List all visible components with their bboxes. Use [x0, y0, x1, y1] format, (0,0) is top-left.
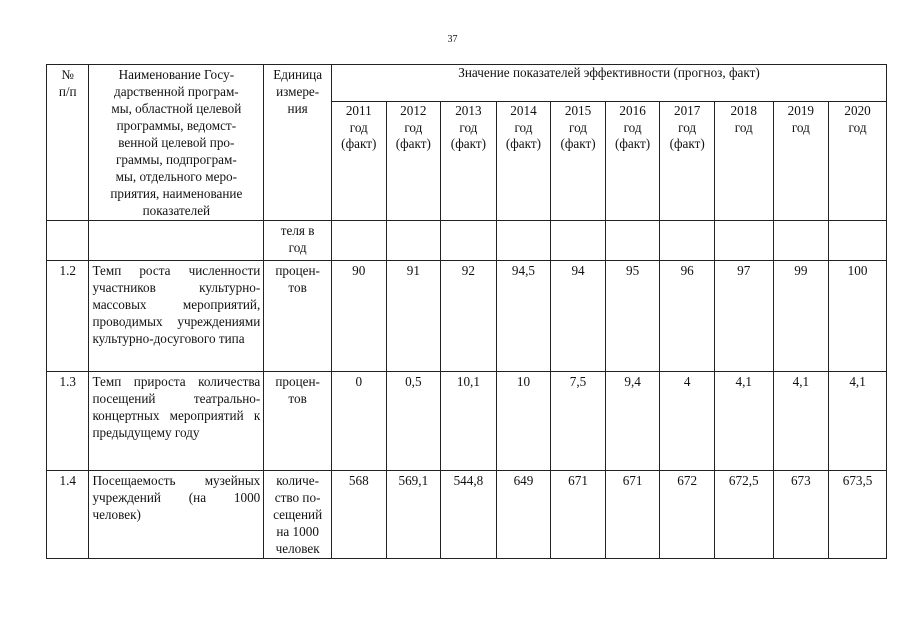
value-cell: 649: [496, 471, 551, 559]
value-cell: [605, 221, 660, 261]
value-cell: 7,5: [551, 372, 606, 471]
value-cell: [496, 221, 551, 261]
value-cell: 672,5: [714, 471, 773, 559]
value-cell: [441, 221, 497, 261]
value-cell: [773, 221, 829, 261]
row-name: Посещаемость музейных учреждений (на 1000 человек): [89, 471, 264, 559]
table-row: [47, 471, 887, 559]
value-cell: 9,4: [605, 372, 660, 471]
header-year: 2015 год (факт): [551, 102, 606, 221]
table-row: [47, 372, 887, 471]
value-cell: 92: [441, 261, 497, 372]
value-cell: [829, 221, 887, 261]
value-cell: [660, 221, 715, 261]
value-cell: 97: [714, 261, 773, 372]
page-number: 37: [447, 34, 458, 45]
value-cell: 673: [773, 471, 829, 559]
value-cell: [331, 221, 386, 261]
table-row: [47, 261, 887, 372]
value-cell: 673,5: [829, 471, 887, 559]
value-cell: [714, 221, 773, 261]
header-year: 2017 год (факт): [660, 102, 715, 221]
header-year: 2019 год: [773, 102, 829, 221]
value-cell: 0,5: [386, 372, 441, 471]
continuation-row: [47, 221, 887, 261]
value-cell: 569,1: [386, 471, 441, 559]
value-cell: 4,1: [714, 372, 773, 471]
header-year: 2018 год: [714, 102, 773, 221]
row-name: Темп роста численности участников культурно-массовых мероприятий, проводимых учреждениями культурно-досугового типа: [89, 261, 264, 372]
row-name: [89, 221, 264, 261]
value-cell: 10,1: [441, 372, 497, 471]
value-cell: 96: [660, 261, 715, 372]
indicators-table: [46, 64, 887, 559]
header-year: 2011 год (факт): [331, 102, 386, 221]
value-cell: 100: [829, 261, 887, 372]
value-cell: 0: [331, 372, 386, 471]
value-cell: 94,5: [496, 261, 551, 372]
header-year: 2020 год: [829, 102, 887, 221]
header-unit: Единица измере- ния: [264, 65, 332, 221]
value-cell: [386, 221, 441, 261]
value-cell: 4,1: [773, 372, 829, 471]
header-year: 2016 год (факт): [605, 102, 660, 221]
value-cell: 10: [496, 372, 551, 471]
value-cell: 568: [331, 471, 386, 559]
value-cell: 91: [386, 261, 441, 372]
value-cell: 4,1: [829, 372, 887, 471]
row-unit: теля в год: [264, 221, 332, 261]
value-cell: 90: [331, 261, 386, 372]
row-unit: процен- тов: [264, 372, 332, 471]
value-cell: 671: [605, 471, 660, 559]
row-number: 1.4: [47, 471, 89, 559]
header-number: № п/п: [47, 65, 89, 221]
row-unit: процен- тов: [264, 261, 332, 372]
value-cell: 94: [551, 261, 606, 372]
value-cell: 99: [773, 261, 829, 372]
value-cell: 671: [551, 471, 606, 559]
row-number: [47, 221, 89, 261]
value-cell: [551, 221, 606, 261]
row-unit: количе- ство по- сещений на 1000 человек: [264, 471, 332, 559]
header-year: 2014 год (факт): [496, 102, 551, 221]
header-year: 2012 год (факт): [386, 102, 441, 221]
header-year: 2013 год (факт): [441, 102, 497, 221]
header-name: Наименование Госу- дарственной програм- мы, областной целевой программы, ведомст- венной целевой про- граммы, подпрограм- мы, отдельного меро- приятия, наименование показателей: [89, 65, 264, 221]
value-cell: 672: [660, 471, 715, 559]
value-cell: 544,8: [441, 471, 497, 559]
header-values-group: Значение показателей эффективности (прогноз, факт): [331, 65, 886, 102]
row-number: 1.2: [47, 261, 89, 372]
row-number: 1.3: [47, 372, 89, 471]
value-cell: 95: [605, 261, 660, 372]
value-cell: 4: [660, 372, 715, 471]
row-name: Темп прироста количества посещений театрально-концертных мероприятий к предыдущему году: [89, 372, 264, 471]
header-row: [47, 65, 887, 102]
